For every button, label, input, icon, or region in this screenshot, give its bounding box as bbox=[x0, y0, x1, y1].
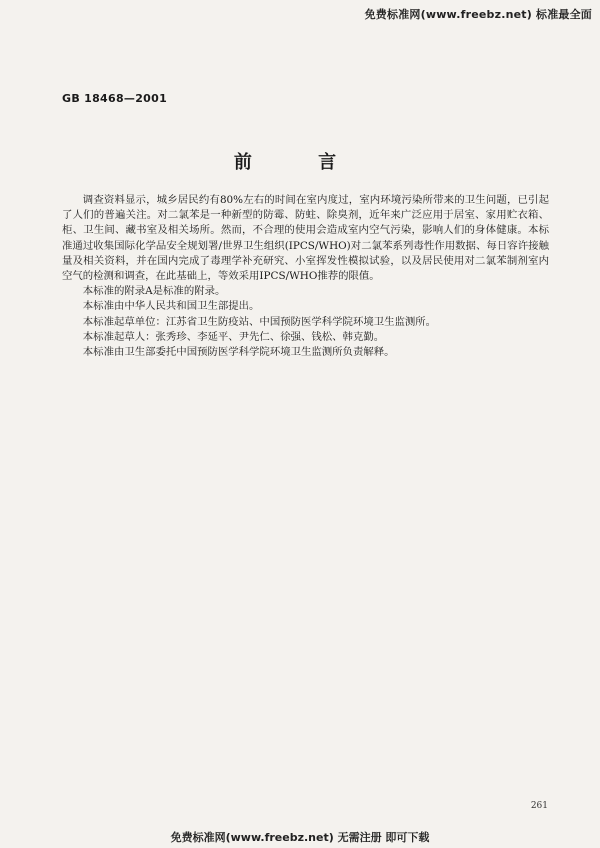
paragraph: 本标准的附录A是标准的附录。 bbox=[82, 285, 226, 298]
paragraph: 本标准起草人：张秀珍、李延平、尹先仁、徐强、钱松、韩克勤。 bbox=[82, 330, 385, 343]
paragraph: 本标准起草单位：江苏省卫生防疫站、中国预防医学科学院环境卫生监测所。 bbox=[82, 315, 437, 328]
header-watermark: 免费标准网(www.freebz.net) 标准最全面 bbox=[364, 8, 592, 21]
page-number: 261 bbox=[530, 801, 548, 811]
foreword-body bbox=[62, 193, 549, 360]
standard-code: GB 18468—2001 bbox=[62, 92, 168, 105]
paragraph: 本标准由中华人民共和国卫生部提出。 bbox=[82, 300, 260, 313]
footer-watermark: 免费标准网(www.freebz.net) 无需注册 即可下载 bbox=[170, 831, 430, 844]
paragraph: 调查资料显示，城乡居民约有80%左右的时间在室内度过，室内环境污染所带来的卫生问题，已引起了人们的普遍关注。对二氯苯是一种新型的防霉、防蛀、除臭剂，近年来广泛应用于居室、家用贮衣箱、柜、卫生间、藏书室及相关场所。然而，不合理的使用会造成室内空气污染，影响人们的身体健康。本标准通过收集国际化学品安全规划署/世界卫生组织(IPCS/WHO)对二氯苯系列毒性作用数据、每日容许接触量及相关资料，并在国内完成了毒理学补充研究、小室挥发性模拟试验，以及居民使用对二氯苯制剂室内空气的检测和调查，在此基础上，等效采用IPCS/WHO推荐的限值。 bbox=[62, 194, 549, 283]
page-title: 前 言 bbox=[233, 152, 367, 173]
paragraph: 本标准由卫生部委托中国预防医学科学院环境卫生监测所负责解释。 bbox=[82, 346, 395, 359]
